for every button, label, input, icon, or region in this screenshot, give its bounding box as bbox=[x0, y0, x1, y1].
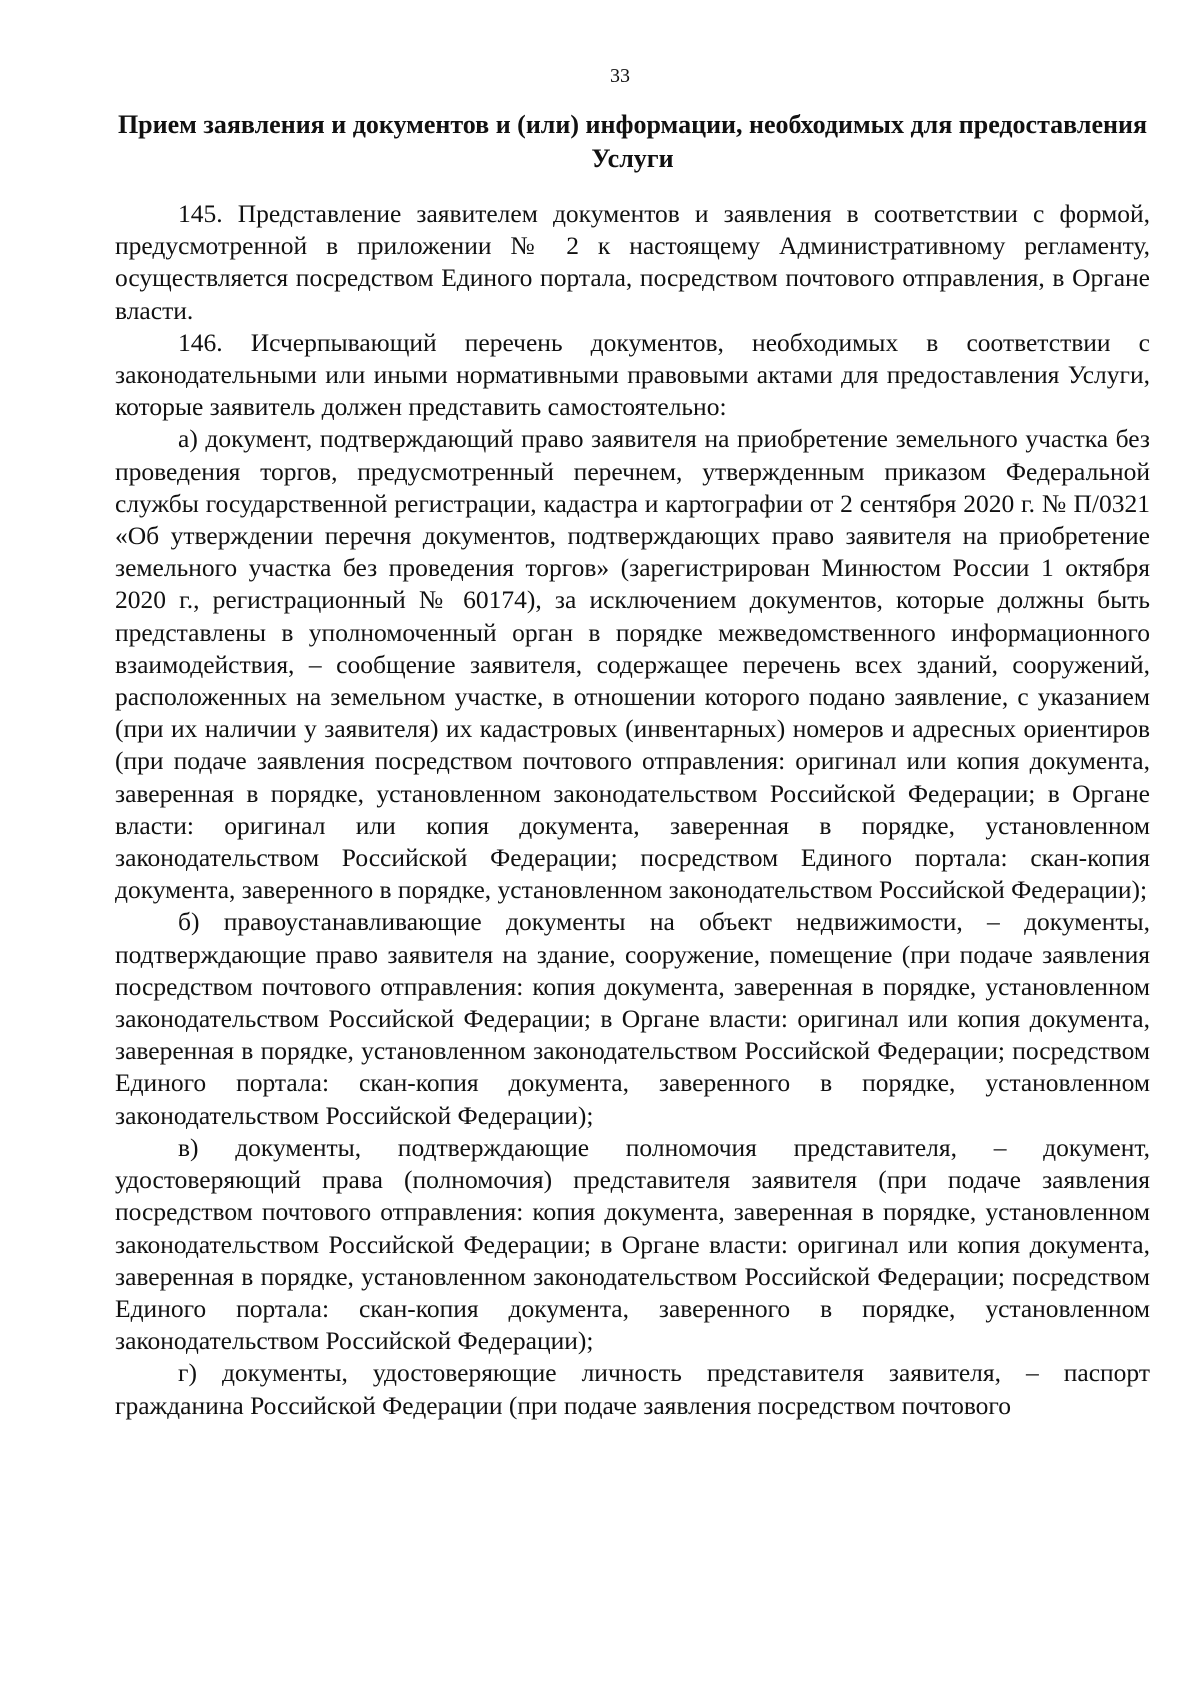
list-item-a: а) документ, подтверждающий право заявителя на приобретение земельного участка без проведения торгов, предусмотренный перечнем, утвержденным приказом Федеральной службы государственной регистрации, кадастра и картографии от 2 сентября 2020 г. № П/0321 «Об утверждении перечня документов, подтверждающих право заявителя на приобретение земельного участка без проведения торгов» (зарегистрирован Минюстом России 1 октября 2020 г., регистрационный № 60174), за исключением документов, которые должны быть представлены в уполномоченный орган в порядке межведомственного информационного взаимодействия, – сообщение заявителя, содержащее перечень всех зданий, сооружений, расположенных на земельном участке, в отношении которого подано заявление, с указанием (при их наличии у заявителя) их кадастровых (инвентарных) номеров и адресных ориентиров (при подаче заявления посредством почтового отправления: оригинал или копия документа, заверенная в порядке, установленном законодательством Российской Федерации; в Органе власти: оригинал или копия документа, заверенная в порядке, установленном законодательством Российской Федерации; посредством Единого портала: скан-копия документа, заверенного в порядке, установленном законодательством Российской Федерации); bbox=[115, 424, 1150, 905]
page-number: 33 bbox=[610, 65, 630, 87]
section-heading: Прием заявления и документов и (или) информации, необходимых для предоставления Услуги bbox=[117, 110, 1148, 173]
paragraph-146: 146. Исчерпывающий перечень документов, необходимых в соответствии с законодательными или иными нормативными правовыми актами для предоставления Услуги, которые заявитель должен представить самостоятельно: bbox=[115, 327, 1150, 422]
document-page bbox=[115, 62, 1150, 1422]
list-item-b: б) правоустанавливающие документы на объект недвижимости, – документы, подтверждающие право заявителя на здание, сооружение, помещение (при подаче заявления посредством почтового отправления: копия документа, заверенная в порядке, установленном законодательством Российской Федерации; в Органе власти: оригинал или копия документа, заверенная в порядке, установленном законодательством Российской Федерации; посредством Единого портала: скан-копия документа, заверенного в порядке, установленном законодательством Российской Федерации); bbox=[115, 907, 1150, 1130]
paragraph-145: 145. Представление заявителем документов и заявления в соответствии с формой, предусмотренной в приложении № 2 к настоящему Административному регламенту, осуществляется посредством Единого портала, посредством почтового отправления, в Органе власти. bbox=[115, 199, 1150, 325]
document-body bbox=[115, 198, 1150, 1422]
list-item-g: г) документы, удостоверяющие личность представителя заявителя, – паспорт гражданина Российской Федерации (при подаче заявления посредством почтового bbox=[115, 1358, 1150, 1420]
list-item-v: в) документы, подтверждающие полномочия представителя, – документ, удостоверяющий права (полномочия) представителя заявителя (при подаче заявления посредством почтового отправления: копия документа, заверенная в порядке, установленном законодательством Российской Федерации; в Органе власти: оригинал или копия документа, заверенная в порядке, установленном законодательством Российской Федерации; посредством Единого портала: скан-копия документа, заверенного в порядке, установленном законодательством Российской Федерации); bbox=[115, 1132, 1150, 1356]
